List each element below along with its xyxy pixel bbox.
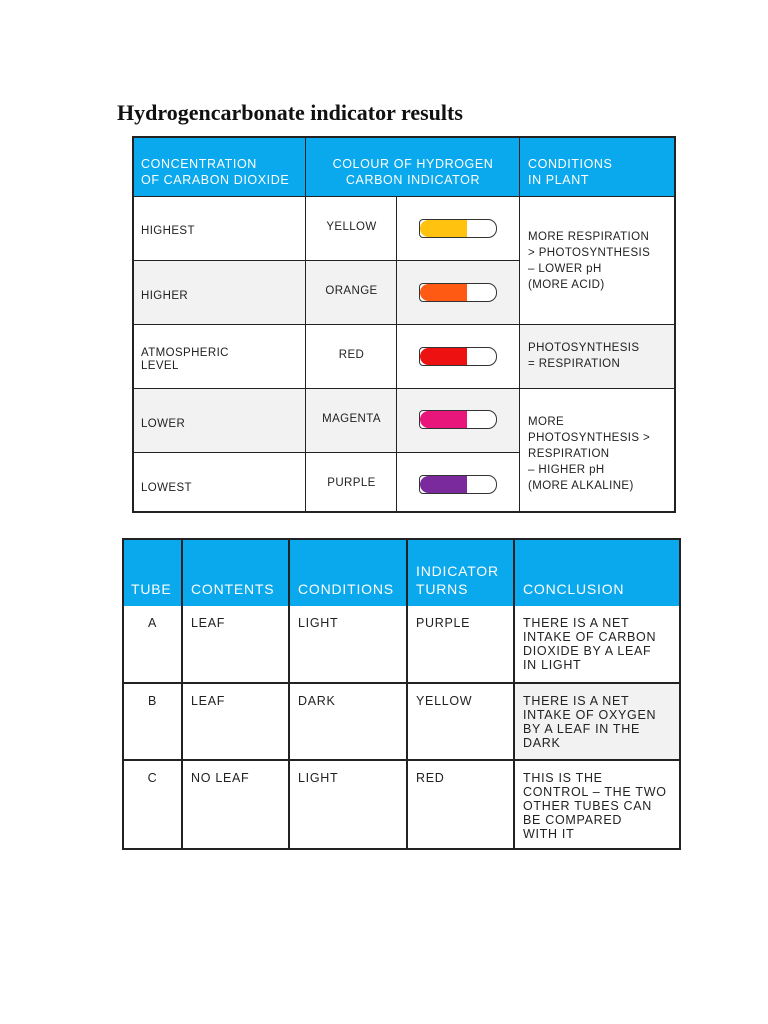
test-tube-icon — [419, 347, 497, 366]
indicator-text: PURPLE — [416, 616, 471, 630]
contents-text: LEAF — [191, 694, 226, 708]
row-level-cell — [134, 196, 306, 261]
conclusion-cell — [515, 759, 679, 848]
colour-name: YELLOW — [326, 221, 377, 233]
header-conditions-label: CONDITIONS — [298, 581, 394, 597]
contents-text: LEAF — [191, 616, 226, 630]
header-contents — [183, 540, 290, 606]
level-label: LOWER — [141, 418, 186, 430]
header-indicator — [408, 540, 515, 606]
indicator-colour-table — [132, 136, 676, 513]
level-label: LOWEST — [141, 482, 192, 494]
level-label: ATMOSPHERIC LEVEL — [141, 347, 229, 372]
tube-cell — [397, 324, 520, 389]
tube-id: B — [147, 694, 158, 708]
conclusion-cell — [515, 606, 679, 683]
contents-text: NO LEAF — [191, 771, 250, 785]
colour-name-cell — [306, 324, 397, 389]
indicator-text: RED — [416, 771, 445, 785]
level-label: HIGHEST — [141, 225, 195, 237]
indicator-text: YELLOW — [416, 694, 473, 708]
colour-name-cell — [306, 388, 397, 453]
conditions-cell — [520, 388, 674, 511]
row-level-cell — [134, 388, 306, 453]
conditions-text: DARK — [298, 694, 336, 708]
indicator-cell — [408, 606, 515, 683]
header-tube — [124, 540, 183, 606]
header-indicator-label: INDICATOR TURNS — [416, 563, 499, 597]
colour-name: RED — [338, 349, 365, 361]
header-tube-label: TUBE — [131, 581, 172, 597]
colour-name: ORANGE — [325, 285, 378, 297]
conditions-cell — [520, 324, 674, 389]
tube-cell — [397, 260, 520, 325]
tube-id: C — [147, 771, 158, 785]
conclusion-text: THIS IS THE CONTROL – THE TWO OTHER TUBES CAN BE COMPARED WITH IT — [523, 771, 667, 841]
tube-id: A — [147, 616, 158, 630]
test-tube-icon — [419, 283, 497, 302]
header-conclusion — [515, 540, 679, 606]
colour-name: PURPLE — [327, 477, 376, 489]
conclusion-text: THERE IS A NET INTAKE OF CARBON DIOXIDE BY A LEAF IN LIGHT — [523, 616, 657, 672]
conditions-text: PHOTOSYNTHESIS = RESPIRATION — [528, 342, 640, 370]
header-concentration — [134, 138, 306, 196]
conditions-cell — [290, 682, 408, 759]
page-title: Hydrogencarbonate indicator results — [117, 100, 463, 125]
test-tube-icon — [419, 219, 497, 238]
header-conclusion-label: CONCLUSION — [523, 581, 625, 597]
tube-cell — [397, 452, 520, 511]
colour-name: MAGENTA — [322, 413, 381, 425]
header-conditions-label: CONDITIONS IN PLANT — [528, 157, 613, 187]
tube-id-cell — [124, 759, 183, 848]
indicator-cell — [408, 682, 515, 759]
header-conditions — [290, 540, 408, 606]
contents-cell — [183, 759, 290, 848]
conclusion-text: THERE IS A NET INTAKE OF OXYGEN BY A LEAF IN THE DARK — [523, 694, 657, 750]
tube-experiment-table — [122, 538, 681, 850]
header-colour-label: COLOUR OF HYDROGEN CARBON INDICATOR — [332, 157, 494, 187]
tube-id-cell — [124, 606, 183, 683]
colour-name-cell — [306, 452, 397, 511]
indicator-cell — [408, 759, 515, 848]
conditions-cell — [290, 606, 408, 683]
level-label: HIGHER — [141, 290, 189, 302]
conditions-text: MORE RESPIRATION > PHOTOSYNTHESIS – LOWER pH (MORE ACID) — [528, 231, 651, 291]
row-level-cell — [134, 452, 306, 511]
conditions-text: LIGHT — [298, 616, 339, 630]
header-concentration-label: CONCENTRATION OF CARABON DIOXIDE — [141, 157, 290, 187]
conditions-cell — [290, 759, 408, 848]
colour-name-cell — [306, 196, 397, 261]
conclusion-cell — [515, 682, 679, 759]
test-tube-icon — [419, 410, 497, 429]
tube-id-cell — [124, 682, 183, 759]
header-contents-label: CONTENTS — [191, 581, 275, 597]
header-conditions — [520, 138, 674, 196]
tube-cell — [397, 388, 520, 453]
row-level-cell — [134, 324, 306, 389]
tube-cell — [397, 196, 520, 261]
conditions-text: LIGHT — [298, 771, 339, 785]
test-tube-icon — [419, 475, 497, 494]
row-level-cell — [134, 260, 306, 325]
colour-name-cell — [306, 260, 397, 325]
conditions-text: MORE PHOTOSYNTHESIS > RESPIRATION – HIGHER pH (MORE ALKALINE) — [528, 416, 651, 492]
header-colour — [306, 138, 520, 196]
contents-cell — [183, 606, 290, 683]
conditions-cell — [520, 196, 674, 325]
contents-cell — [183, 682, 290, 759]
